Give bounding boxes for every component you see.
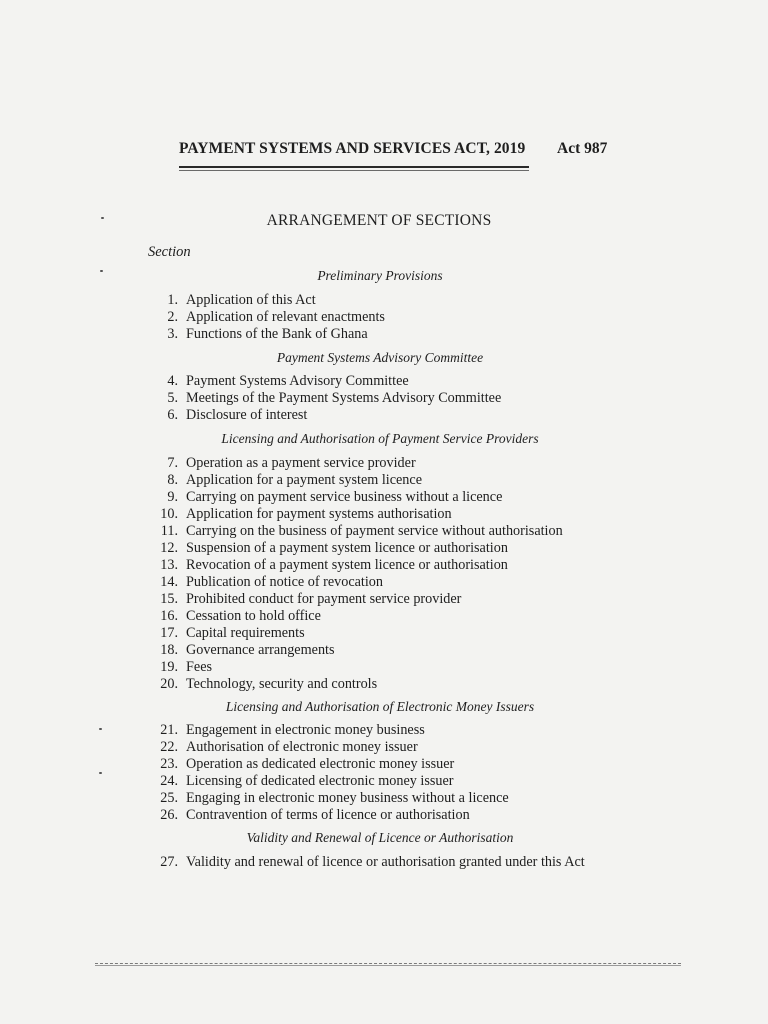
section-column-label: Section: [148, 244, 191, 260]
list-item: [148, 309, 385, 326]
item-text: Payment Systems Advisory Committee: [186, 373, 409, 389]
list-item: [148, 326, 368, 343]
scan-speck: [100, 270, 103, 272]
item-number: 11.: [160, 523, 178, 539]
item-number: 2.: [167, 309, 178, 325]
item-text: Validity and renewal of licence or authorisation granted under this Act: [186, 854, 585, 870]
list-item: [148, 557, 508, 574]
item-text: Functions of the Bank of Ghana: [186, 326, 368, 342]
item-number: 3.: [167, 326, 178, 342]
item-number: 23.: [160, 756, 178, 772]
item-number: 6.: [167, 407, 178, 423]
item-text: Engaging in electronic money business without a licence: [186, 790, 509, 806]
list-item: [148, 390, 501, 407]
list-item: [148, 790, 509, 807]
list-item: [148, 773, 454, 790]
item-text: Application for a payment system licence: [186, 472, 422, 488]
item-number: 20.: [160, 676, 178, 692]
list-item: [148, 523, 563, 540]
list-item: [148, 591, 461, 608]
bottom-rule-faint: [95, 965, 681, 966]
item-number: 8.: [167, 472, 178, 488]
list-item: [148, 854, 585, 871]
list-item: [148, 540, 508, 557]
list-item: [148, 739, 418, 756]
list-item: [148, 722, 425, 739]
list-item: [148, 455, 416, 472]
item-text: Publication of notice of revocation: [186, 574, 383, 590]
item-number: 27.: [160, 854, 178, 870]
item-number: 13.: [160, 557, 178, 573]
item-text: Cessation to hold office: [186, 608, 321, 624]
item-number: 24.: [160, 773, 178, 789]
header-rule-thin: [179, 170, 529, 171]
item-number: 1.: [167, 292, 178, 308]
item-text: Engagement in electronic money business: [186, 722, 425, 738]
item-text: Contravention of terms of licence or authorisation: [186, 807, 470, 823]
item-number: 22.: [160, 739, 178, 755]
item-text: Technology, security and controls: [186, 676, 378, 692]
item-text: Suspension of a payment system licence or authorisation: [186, 540, 508, 556]
item-text: Fees: [186, 659, 213, 675]
arrangement-heading: ARRANGEMENT OF SECTIONS: [266, 212, 492, 229]
item-number: 9.: [167, 489, 178, 505]
list-item: [148, 676, 377, 693]
running-header: [179, 140, 611, 168]
item-text: Carrying on payment service business without a licence: [186, 489, 503, 505]
scan-speck: [99, 772, 102, 774]
item-text: Licensing of dedicated electronic money issuer: [186, 773, 454, 789]
list-item: [148, 472, 422, 489]
list-item: [148, 407, 307, 424]
item-text: Authorisation of electronic money issuer: [186, 739, 418, 755]
item-text: Application for payment systems authorisation: [186, 506, 452, 522]
item-number: 5.: [167, 390, 178, 406]
list-item: [148, 659, 212, 676]
item-number: 19.: [160, 659, 178, 675]
list-item: [148, 574, 383, 591]
item-number: 10.: [160, 506, 178, 522]
list-item: [148, 625, 305, 642]
item-number: 25.: [160, 790, 178, 806]
item-number: 12.: [160, 540, 178, 556]
scan-speck: [101, 217, 104, 219]
group-heading-preliminary: Preliminary Provisions: [317, 268, 443, 283]
list-item: [148, 292, 316, 309]
item-text: Operation as a payment service provider: [186, 455, 416, 471]
item-text: Meetings of the Payment Systems Advisory Committee: [186, 390, 502, 406]
header-rule: [179, 166, 529, 168]
list-item: [148, 807, 470, 824]
item-text: Carrying on the business of payment service without authorisation: [186, 523, 563, 539]
item-number: 17.: [160, 625, 178, 641]
item-text: Governance arrangements: [186, 642, 335, 658]
group-heading-advisory-committee: Payment Systems Advisory Committee: [276, 350, 484, 365]
item-text: Prohibited conduct for payment service provider: [186, 591, 462, 607]
item-number: 16.: [160, 608, 178, 624]
item-text: Operation as dedicated electronic money issuer: [186, 756, 455, 772]
item-number: 14.: [160, 574, 178, 590]
item-text: Application of this Act: [186, 292, 316, 308]
item-number: 21.: [160, 722, 178, 738]
list-item: [148, 506, 452, 523]
list-item: [148, 642, 335, 659]
group-heading-electronic-money-issuers: Licensing and Authorisation of Electronic Money Issuers: [225, 699, 535, 714]
item-number: 4.: [167, 373, 178, 389]
list-item: [148, 756, 454, 773]
group-heading-payment-service-providers: Licensing and Authorisation of Payment Service Providers: [221, 431, 539, 446]
item-number: 18.: [160, 642, 178, 658]
act-title: PAYMENT SYSTEMS AND SERVICES ACT, 2019: [179, 140, 526, 157]
bottom-rule: [95, 963, 681, 964]
group-heading-validity-renewal: Validity and Renewal of Licence or Authorisation: [246, 830, 514, 845]
item-number: 7.: [167, 455, 178, 471]
list-item: [148, 608, 321, 625]
item-text: Revocation of a payment system licence or authorisation: [186, 557, 508, 573]
act-number: Act 987: [557, 140, 608, 157]
item-text: Disclosure of interest: [186, 407, 308, 423]
list-item: [148, 489, 502, 506]
scan-speck: [99, 728, 102, 730]
item-text: Capital requirements: [186, 625, 305, 641]
item-text: Application of relevant enactments: [186, 309, 385, 325]
item-number: 15.: [160, 591, 178, 607]
item-number: 26.: [160, 807, 178, 823]
list-item: [148, 373, 409, 390]
